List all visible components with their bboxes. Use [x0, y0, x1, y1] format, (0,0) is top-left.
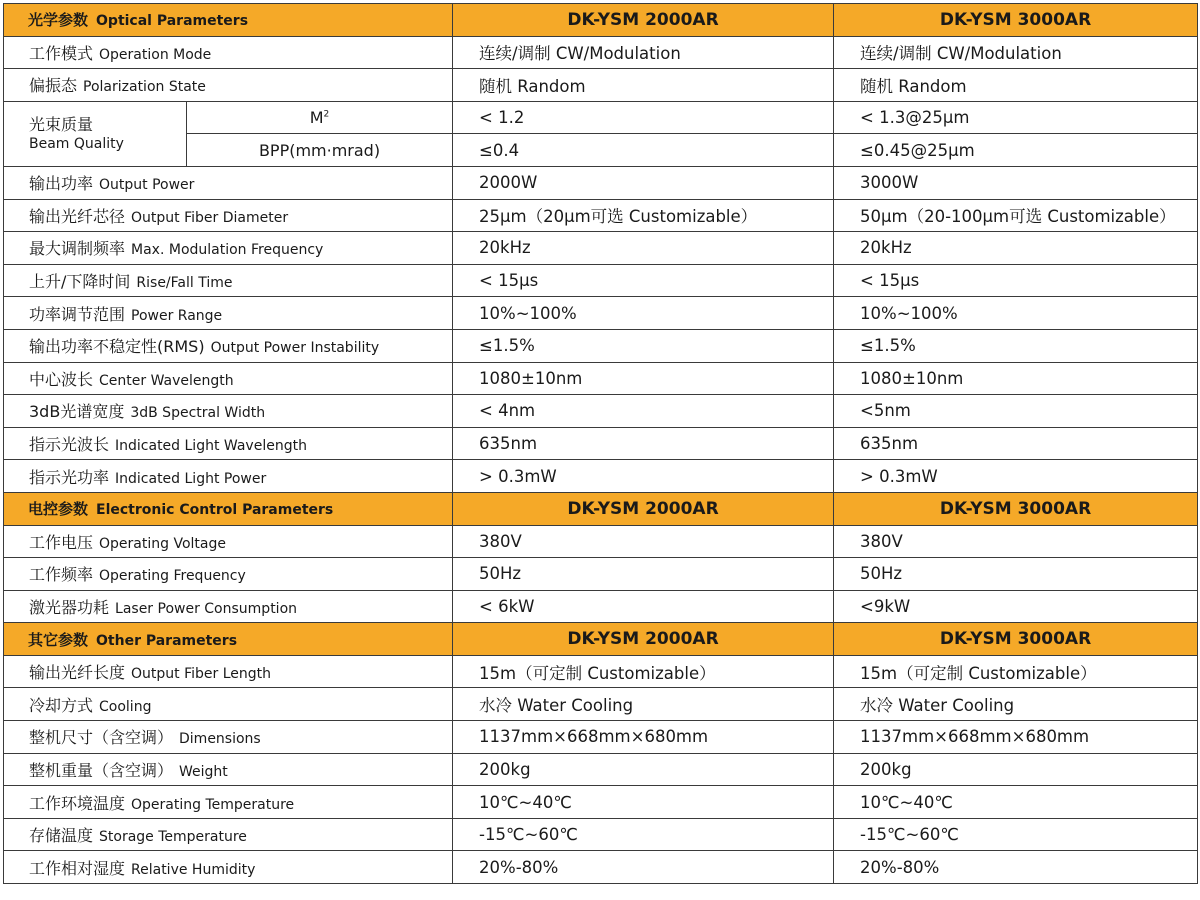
model-a-value	[453, 232, 834, 265]
model-b-value	[834, 134, 1198, 167]
table-row	[4, 786, 1198, 819]
model-b-value	[834, 69, 1198, 102]
param-name-en: Output Power Instability	[210, 340, 380, 357]
spec-table	[3, 3, 1198, 884]
param-name-zh: 功率调节范围	[29, 304, 126, 324]
param-name-en: Beam Quality	[29, 136, 124, 153]
param-name-en: Electronic Control Parameters	[96, 502, 334, 519]
table-row	[4, 264, 1198, 297]
param-name-en: Operating Frequency	[99, 568, 246, 585]
model-a-value	[453, 558, 834, 591]
model-a-value-text: 随机 Random	[479, 76, 586, 96]
param-name-zh: 上升/下降时间	[29, 272, 131, 292]
model-a-value-text: 连续/调制 CW/Modulation	[479, 44, 681, 64]
model-a-value	[453, 395, 834, 428]
model-a-value	[453, 786, 834, 819]
model-a-value-text: 1137mm×668mm×680mm	[479, 727, 709, 747]
m2-superscript: 2	[323, 109, 330, 120]
param-label	[4, 721, 453, 754]
section-header	[4, 492, 1198, 525]
param-name-en: Operating Temperature	[131, 796, 295, 813]
model-b-value-text: < 1.3@25μm	[860, 108, 970, 128]
param-label	[4, 232, 453, 265]
model-a-value-text: 380V	[479, 531, 522, 551]
model-b-value-text: 水冷 Water Cooling	[860, 696, 1015, 716]
model-b-value-text: 50Hz	[860, 564, 903, 584]
param-name-zh: 工作频率	[29, 565, 94, 585]
model-b-value	[834, 329, 1198, 362]
param-name-zh: 工作环境温度	[29, 793, 126, 813]
model-b-value	[834, 721, 1198, 754]
param-name-zh: 偏振态	[29, 76, 78, 96]
model-b-value-text: 15m（可定制 Customizable）	[860, 663, 1097, 683]
param-name-en: Relative Humidity	[131, 861, 256, 878]
section-title	[4, 4, 453, 37]
model-b-value	[834, 232, 1198, 265]
param-name-en: Output Fiber Diameter	[131, 209, 289, 226]
table-row	[4, 558, 1198, 591]
model-a-value	[453, 851, 834, 884]
param-label	[4, 460, 453, 493]
param-name-zh: 整机尺寸（含空调）	[29, 728, 174, 748]
model-a-value-text: -15℃~60℃	[479, 825, 578, 845]
model-b-value	[834, 851, 1198, 884]
table-row	[4, 460, 1198, 493]
param-name-zh: 工作相对湿度	[29, 858, 126, 878]
param-name-en: Indicated Light Power	[115, 470, 267, 487]
param-label	[4, 688, 453, 721]
model-a-header: DK-YSM 2000AR	[453, 4, 834, 37]
table-row	[4, 688, 1198, 721]
param-name-zh: 激光器功耗	[29, 597, 110, 617]
model-a-header: DK-YSM 2000AR	[453, 623, 834, 656]
section-header	[4, 4, 1198, 37]
table-row	[4, 232, 1198, 265]
param-name-zh: 整机重量（含空调）	[29, 760, 174, 780]
param-name-en: Output Power	[99, 177, 195, 194]
table-row	[4, 101, 1198, 134]
model-b-value-text: < 15μs	[860, 271, 920, 291]
model-b-value	[834, 753, 1198, 786]
model-a-value-text: > 0.3mW	[479, 466, 557, 486]
model-a-value	[453, 688, 834, 721]
param-name-zh: 光学参数	[28, 11, 89, 30]
model-a-value-text: 50Hz	[479, 564, 522, 584]
param-label	[4, 786, 453, 819]
model-b-value-text: 10%~100%	[860, 303, 958, 323]
param-label	[4, 199, 453, 232]
table-row	[4, 199, 1198, 232]
param-name-en: Rise/Fall Time	[136, 275, 233, 292]
param-name-en: Storage Temperature	[99, 829, 247, 846]
param-name-en: Output Fiber Length	[131, 666, 272, 683]
spec-table-body	[4, 4, 1198, 884]
model-a-value	[453, 134, 834, 167]
model-b-value	[834, 525, 1198, 558]
model-a-value	[453, 36, 834, 69]
param-name-zh: 光束质量	[29, 114, 94, 134]
model-a-value-text: 2000W	[479, 173, 538, 193]
param-name-en: Operation Mode	[99, 46, 212, 63]
model-a-value	[453, 590, 834, 623]
param-label	[4, 590, 453, 623]
model-a-value	[453, 460, 834, 493]
model-b-value	[834, 199, 1198, 232]
model-a-value	[453, 264, 834, 297]
model-b-value-text: 635nm	[860, 434, 919, 454]
table-row	[4, 166, 1198, 199]
param-label	[4, 297, 453, 330]
model-b-value-text: <9kW	[860, 596, 911, 616]
model-b-value	[834, 362, 1198, 395]
param-name-zh: 3dB光谱宽度	[29, 402, 125, 422]
model-b-value	[834, 395, 1198, 428]
model-b-value	[834, 558, 1198, 591]
model-b-value-text: > 0.3mW	[860, 466, 938, 486]
section-header	[4, 623, 1198, 656]
model-a-value	[453, 427, 834, 460]
model-b-value-text: 1137mm×668mm×680mm	[860, 727, 1090, 747]
param-label	[4, 851, 453, 884]
model-a-value	[453, 297, 834, 330]
param-label	[4, 362, 453, 395]
model-b-value-text: -15℃~60℃	[860, 825, 959, 845]
model-a-value	[453, 199, 834, 232]
param-name-zh: 中心波长	[29, 369, 94, 389]
model-b-value	[834, 297, 1198, 330]
param-name-zh: 存储温度	[29, 826, 94, 846]
model-a-value	[453, 69, 834, 102]
table-row	[4, 427, 1198, 460]
model-b-header: DK-YSM 3000AR	[834, 492, 1198, 525]
model-a-value	[453, 655, 834, 688]
model-a-value	[453, 101, 834, 134]
param-label	[4, 525, 453, 558]
model-b-value-text: 200kg	[860, 759, 912, 779]
model-b-value	[834, 101, 1198, 134]
model-b-value-text: 380V	[860, 531, 903, 551]
table-row	[4, 395, 1198, 428]
model-a-value-text: ≤1.5%	[479, 336, 535, 356]
model-b-value	[834, 786, 1198, 819]
param-label	[4, 655, 453, 688]
model-b-value	[834, 655, 1198, 688]
model-b-value-text: 20%-80%	[860, 857, 940, 877]
model-b-value	[834, 590, 1198, 623]
model-b-value-text: ≤1.5%	[860, 336, 916, 356]
param-name-zh: 输出功率	[29, 174, 94, 194]
m2-sublabel	[187, 101, 453, 134]
param-name-zh: 工作模式	[29, 43, 94, 63]
param-name-en: Center Wavelength	[99, 372, 234, 389]
param-name-zh: 电控参数	[28, 500, 89, 519]
model-a-value-text: < 1.2	[479, 108, 525, 128]
model-a-value	[453, 166, 834, 199]
param-name-en: Laser Power Consumption	[115, 600, 298, 617]
model-b-value-text: 1080±10nm	[860, 368, 964, 388]
model-b-value	[834, 460, 1198, 493]
param-label	[4, 101, 187, 166]
model-b-header: DK-YSM 3000AR	[834, 623, 1198, 656]
model-b-value	[834, 818, 1198, 851]
table-row	[4, 525, 1198, 558]
param-label	[4, 166, 453, 199]
model-b-value	[834, 427, 1198, 460]
model-b-value	[834, 264, 1198, 297]
model-a-value	[453, 721, 834, 754]
model-b-value-text: 10℃~40℃	[860, 792, 953, 812]
model-a-value-text: 200kg	[479, 759, 531, 779]
model-a-value-text: 635nm	[479, 434, 538, 454]
param-name-en: Indicated Light Wavelength	[115, 438, 307, 455]
model-b-header: DK-YSM 3000AR	[834, 4, 1198, 37]
table-row	[4, 590, 1198, 623]
model-a-value	[453, 818, 834, 851]
bpp-sublabel: BPP(mm·mrad)	[187, 134, 453, 167]
section-title	[4, 623, 453, 656]
param-label	[4, 558, 453, 591]
param-name-zh: 指示光波长	[29, 435, 110, 455]
table-row	[4, 362, 1198, 395]
model-a-value-text: 10℃~40℃	[479, 792, 572, 812]
param-name-en: Dimensions	[179, 731, 261, 748]
model-a-value	[453, 362, 834, 395]
table-row	[4, 753, 1198, 786]
model-b-value-text: 连续/调制 CW/Modulation	[860, 44, 1062, 64]
param-label	[4, 264, 453, 297]
param-name-en: Weight	[179, 763, 228, 780]
param-name-en: Polarization State	[83, 79, 206, 96]
table-row	[4, 36, 1198, 69]
param-name-zh: 工作电压	[29, 532, 94, 552]
model-a-value-text: 25μm（20μm可选 Customizable）	[479, 207, 758, 227]
param-name-en: Other Parameters	[96, 632, 238, 649]
param-name-zh: 指示光功率	[29, 467, 110, 487]
model-b-value	[834, 688, 1198, 721]
model-a-header: DK-YSM 2000AR	[453, 492, 834, 525]
param-name-en: Cooling	[99, 698, 152, 715]
param-name-zh: 冷却方式	[29, 695, 94, 715]
param-label	[4, 36, 453, 69]
param-name-en: Power Range	[131, 307, 223, 324]
param-name-zh: 其它参数	[28, 630, 89, 649]
param-label	[4, 818, 453, 851]
param-label	[4, 427, 453, 460]
param-name-en: Optical Parameters	[96, 13, 249, 30]
table-row	[4, 818, 1198, 851]
model-b-value	[834, 36, 1198, 69]
model-a-value-text: 1080±10nm	[479, 368, 583, 388]
table-row	[4, 69, 1198, 102]
model-a-value-text: 20kHz	[479, 238, 531, 258]
model-b-value-text: <5nm	[860, 401, 911, 421]
model-a-value	[453, 329, 834, 362]
model-b-value-text: 3000W	[860, 173, 919, 193]
param-label	[4, 753, 453, 786]
model-b-value-text: ≤0.45@25μm	[860, 140, 975, 160]
param-name-zh: 输出光纤长度	[29, 663, 126, 683]
param-label	[4, 395, 453, 428]
model-b-value	[834, 166, 1198, 199]
section-title	[4, 492, 453, 525]
model-a-value-text: < 4nm	[479, 401, 536, 421]
table-row	[4, 297, 1198, 330]
table-row	[4, 851, 1198, 884]
param-name-en: 3dB Spectral Width	[130, 405, 266, 422]
model-a-value	[453, 753, 834, 786]
param-name-zh: 输出光纤芯径	[29, 206, 126, 226]
m2-text: M	[309, 108, 324, 128]
model-b-value-text: 20kHz	[860, 238, 912, 258]
param-label	[4, 329, 453, 362]
table-row	[4, 721, 1198, 754]
param-name-zh: 输出功率不稳定性(RMS)	[29, 337, 205, 357]
model-a-value	[453, 525, 834, 558]
model-a-value-text: 15m（可定制 Customizable）	[479, 663, 716, 683]
model-a-value-text: ≤0.4	[479, 140, 520, 160]
table-row	[4, 655, 1198, 688]
model-a-value-text: 20%-80%	[479, 857, 559, 877]
model-a-value-text: < 6kW	[479, 596, 535, 616]
param-name-en: Operating Voltage	[99, 535, 226, 552]
model-a-value-text: < 15μs	[479, 271, 539, 291]
model-b-value-text: 50μm（20-100μm可选 Customizable）	[860, 207, 1176, 227]
table-row	[4, 329, 1198, 362]
model-a-value-text: 水冷 Water Cooling	[479, 696, 634, 716]
model-b-value-text: 随机 Random	[860, 76, 967, 96]
model-a-value-text: 10%~100%	[479, 303, 577, 323]
param-name-en: Max. Modulation Frequency	[131, 242, 324, 259]
param-label	[4, 69, 453, 102]
param-name-zh: 最大调制频率	[29, 239, 126, 259]
